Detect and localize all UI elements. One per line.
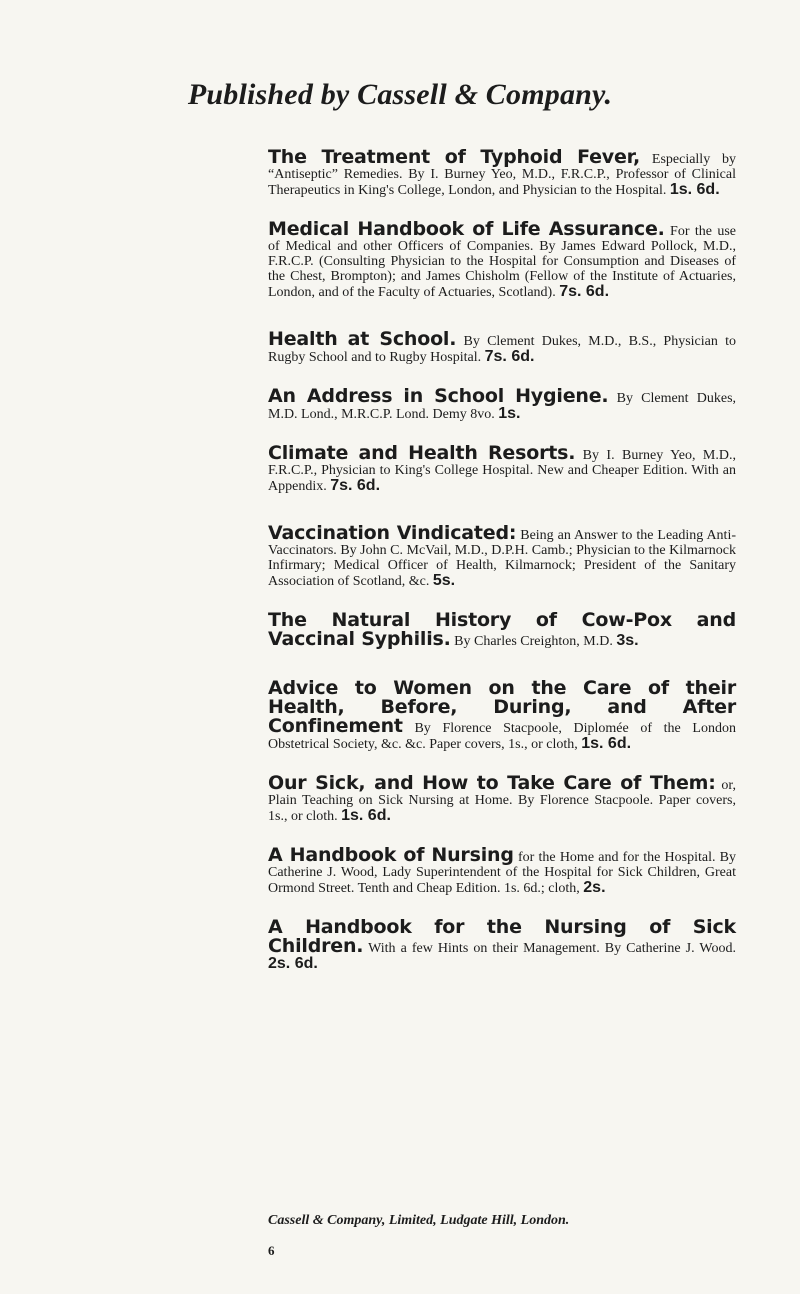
book-price: 7s. 6d. <box>484 348 535 365</box>
book-title: Advice to Women on the Care of their Health, Before, During, and After Confinement <box>268 677 736 737</box>
book-entry-vaccination <box>268 524 736 589</box>
book-description: By Clement Dukes, M.D., B.S., Physician to Rugby School and to Rugby Hospital. <box>268 334 737 365</box>
book-entry-life-assurance <box>268 220 736 300</box>
book-description: for the Home and for the Hospital. By Catherine J. Wood, Lady Superintendent of the Hospital for Sick Children, Great Ormond Street. Tenth and Cheap Edition. 1s. 6d.; cloth, <box>268 850 737 896</box>
book-price: 2s. <box>583 879 606 896</box>
book-title: Vaccination Vindicated: <box>268 522 517 544</box>
book-entry-health-at-school <box>268 330 736 365</box>
book-description: For the use of Medical and other Officers of Companies. By James Edward Pollock, M.D., F.R.C.P. (Consulting Physician to the Hospital for Consumption and Diseases of the Chest, Brompton); and James Chisholm (Fellow of the Institute of Actuaries, London, and of the Faculty of Actuaries, Scotland). <box>268 224 736 300</box>
publisher-imprint: Cassell & Company, Limited, Ludgate Hill, London. <box>268 1213 570 1228</box>
book-title: Health at School. <box>268 328 457 350</box>
book-entry-our-sick <box>268 774 736 824</box>
book-entry-typhoid <box>268 148 736 198</box>
book-description: By I. Burney Yeo, M.D., F.R.C.P., Physician to King's College Hospital. New and Cheaper Edition. With an Appendix. <box>268 448 736 494</box>
book-title: Climate and Health Resorts. <box>268 442 576 464</box>
book-entry-cow-pox <box>268 611 736 649</box>
book-title: The Natural History of Cow-Pox and Vaccinal Syphilis. <box>268 609 736 650</box>
book-title: The Treatment of Typhoid Fever, <box>268 146 641 168</box>
page-header: Published by Cassell & Company. <box>187 78 613 111</box>
book-title: An Address in School Hygiene. <box>268 385 609 407</box>
book-description: Being an Answer to the Leading Anti-Vaccinators. By John C. McVail, M.D., D.P.H. Camb.; Physician to the Kilmarnock Infirmary; Medical Officer of Health, Kilmarnock; President of the Sanitary Association of Scotland, &c. <box>268 528 736 589</box>
book-price: 1s. 6d. <box>669 181 720 198</box>
book-entry-school-hygiene <box>268 387 736 422</box>
book-title: Medical Handbook of Life Assurance. <box>268 218 665 240</box>
book-title: A Handbook for the Nursing of Sick Children. <box>268 916 736 957</box>
book-price: 7s. 6d. <box>330 477 381 494</box>
book-price: 1s. <box>498 405 521 422</box>
book-price: 1s. 6d. <box>341 807 391 824</box>
book-price: 7s. 6d. <box>559 283 610 300</box>
book-list <box>268 148 736 994</box>
book-title: A Handbook of Nursing <box>268 844 514 866</box>
book-entry-sick-children <box>268 918 736 972</box>
book-description: Especially by “Antiseptic” Remedies. By I. Burney Yeo, M.D., F.R.C.P., Professor of Clinical Therapeutics in King's College, London, and Physician to the Hospital. <box>268 152 737 198</box>
book-description: By Charles Creighton, M.D. <box>450 634 613 649</box>
book-description: By Florence Stacpoole, Diplomée of the London Obstetrical Society, &c. &c. Paper covers, 1s., or cloth, <box>268 721 736 752</box>
book-price: 2s. 6d. <box>268 955 318 972</box>
book-entry-advice-to-women <box>268 679 736 752</box>
book-entry-climate <box>268 444 736 494</box>
book-price: 3s. <box>616 632 639 649</box>
book-description: or, Plain Teaching on Sick Nursing at Home. By Florence Stacpoole. Paper covers, 1s., or cloth. <box>268 778 736 824</box>
book-price: 5s. <box>432 572 456 589</box>
book-price: 1s. 6d. <box>581 735 632 752</box>
book-entry-handbook-nursing <box>268 846 736 896</box>
page-number: 6 <box>268 1243 275 1258</box>
book-description: With a few Hints on their Management. By Catherine J. Wood. <box>363 941 736 956</box>
book-description: By Clement Dukes, M.D. Lond., M.R.C.P. Lond. Demy 8vo. <box>268 391 737 422</box>
book-title: Our Sick, and How to Take Care of Them: <box>268 772 716 794</box>
